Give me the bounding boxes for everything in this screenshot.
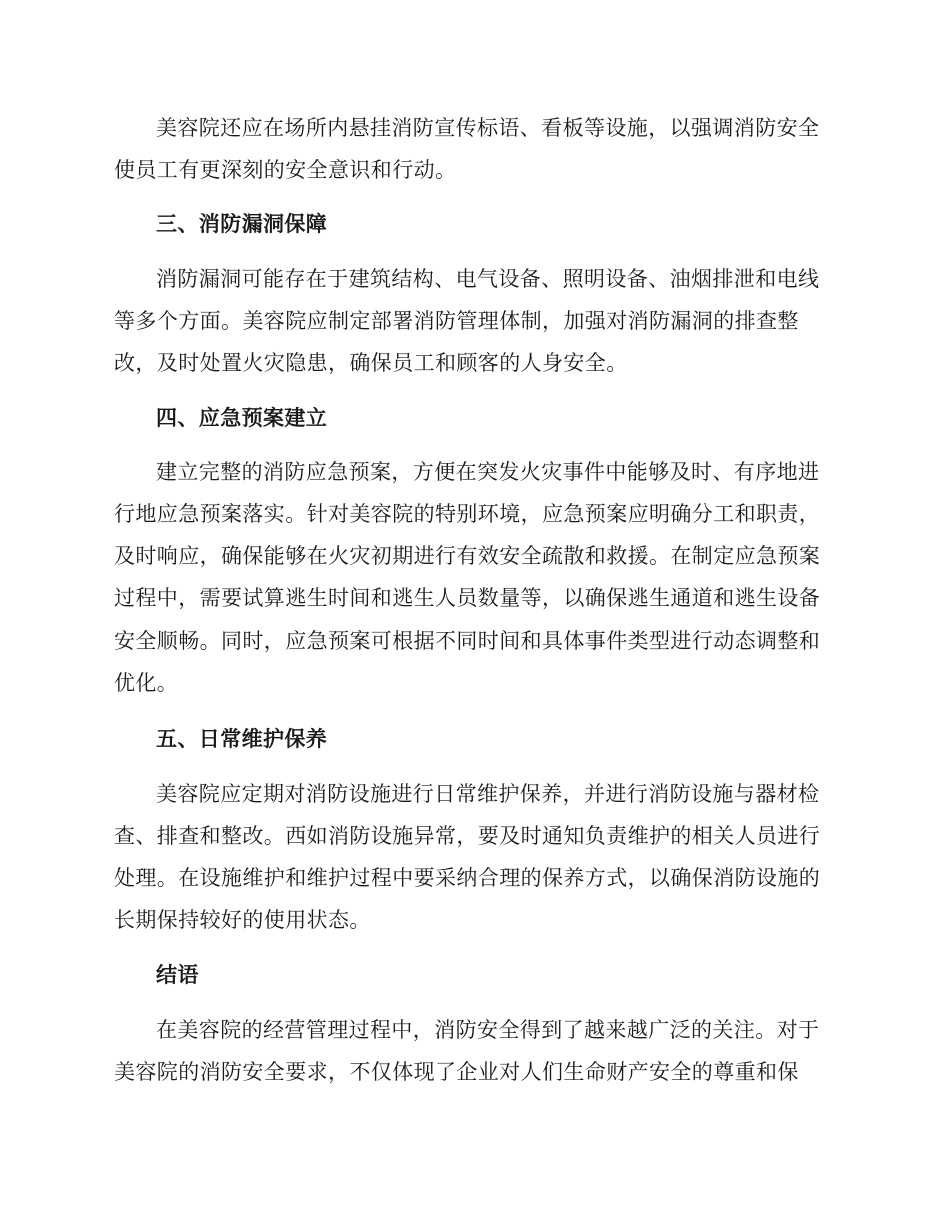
paragraph-line: 在美容院的经营管理过程中，消防安全得到了越来越广泛的关注。对于 bbox=[156, 1018, 820, 1042]
paragraph-line: 美容院的消防安全要求，不仅体现了企业对人们生命财产安全的尊重和保 bbox=[114, 1060, 799, 1084]
paragraph-line: 查、排查和整改。西如消防设施异常，要及时通知负责维护的相关人员进行 bbox=[114, 824, 821, 848]
paragraph-line: 行地应急预案落实。针对美容院的特别环境，应急预案应明确分工和职责， bbox=[114, 502, 821, 526]
paragraph-line: 优化。 bbox=[114, 671, 179, 695]
paragraph-line: 建立完整的消防应急预案，方便在突发火灾事件中能够及时、有序地进 bbox=[156, 460, 820, 484]
section-heading: 四、应急预案建立 bbox=[156, 406, 328, 430]
paragraph-line: 安全顺畅。同时，应急预案可根据不同时间和具体事件类型进行动态调整和 bbox=[114, 629, 821, 653]
paragraph-line: 改，及时处置火灾隐患，确保员工和顾客的人身安全。 bbox=[114, 351, 628, 375]
paragraph-line: 等多个方面。美容院应制定部署消防管理体制，加强对消防漏洞的排查整 bbox=[114, 309, 799, 333]
paragraph-line: 美容院还应在场所内悬挂消防宣传标语、看板等设施，以强调消防安全 bbox=[156, 116, 820, 140]
paragraph-line: 使员工有更深刻的安全意识和行动。 bbox=[114, 158, 457, 182]
paragraph-line: 处理。在设施维护和维护过程中要采纳合理的保养方式，以确保消防设施的 bbox=[114, 866, 821, 890]
section-heading: 五、日常维护保养 bbox=[156, 727, 328, 751]
paragraph-line: 消防漏洞可能存在于建筑结构、电气设备、照明设备、油烟排泄和电线 bbox=[156, 267, 820, 291]
paragraph-line: 美容院应定期对消防设施进行日常维护保养，并进行消防设施与器材检 bbox=[156, 782, 820, 806]
section-heading: 结语 bbox=[156, 963, 199, 987]
paragraph-line: 过程中，需要试算逃生时间和逃生人员数量等，以确保逃生通道和逃生设备 bbox=[114, 586, 821, 610]
paragraph-line: 及时响应，确保能够在火灾初期进行有效安全疏散和救援。在制定应急预案 bbox=[114, 544, 821, 568]
section-heading: 三、消防漏洞保障 bbox=[156, 212, 328, 236]
paragraph-line: 长期保持较好的使用状态。 bbox=[114, 908, 371, 932]
